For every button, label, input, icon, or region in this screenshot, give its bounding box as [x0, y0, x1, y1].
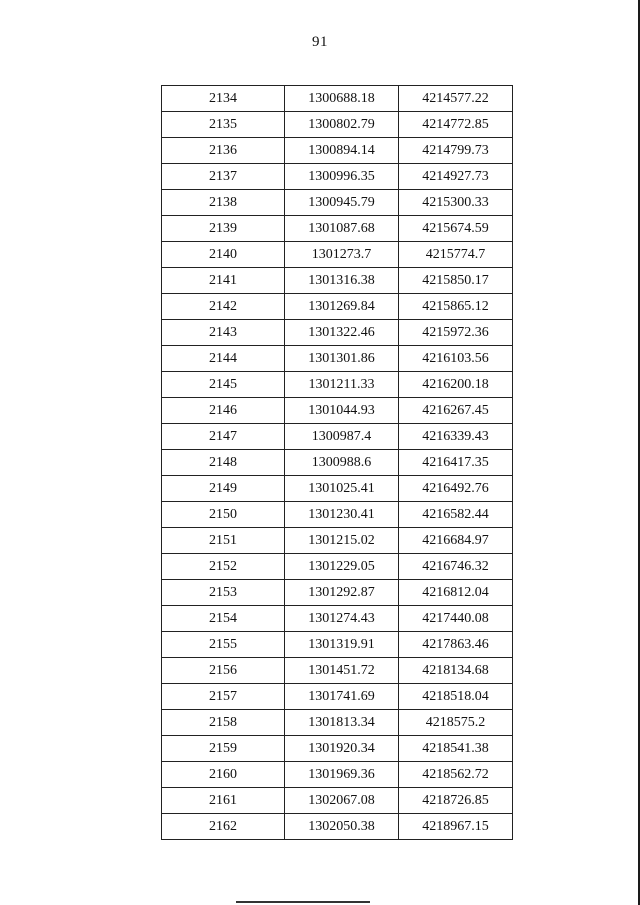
table-row — [162, 658, 513, 684]
table-row — [162, 112, 513, 138]
point-number-cell: 2136 — [162, 138, 285, 164]
x-coordinate-cell: 1301969.36 — [285, 762, 399, 788]
table-row — [162, 86, 513, 112]
point-number-cell: 2162 — [162, 814, 285, 840]
y-coordinate-cell: 4214577.22 — [399, 86, 513, 112]
y-coordinate-cell: 4218134.68 — [399, 658, 513, 684]
table-row — [162, 580, 513, 606]
table-row — [162, 372, 513, 398]
table-row — [162, 476, 513, 502]
table-row — [162, 450, 513, 476]
x-coordinate-cell: 1301211.33 — [285, 372, 399, 398]
table-row — [162, 814, 513, 840]
x-coordinate-cell: 1301025.41 — [285, 476, 399, 502]
x-coordinate-cell: 1301920.34 — [285, 736, 399, 762]
y-coordinate-cell: 4214799.73 — [399, 138, 513, 164]
table-row — [162, 632, 513, 658]
point-number-cell: 2138 — [162, 190, 285, 216]
point-number-cell: 2151 — [162, 528, 285, 554]
y-coordinate-cell: 4214772.85 — [399, 112, 513, 138]
y-coordinate-cell: 4218541.38 — [399, 736, 513, 762]
x-coordinate-cell: 1301292.87 — [285, 580, 399, 606]
x-coordinate-cell: 1300945.79 — [285, 190, 399, 216]
y-coordinate-cell: 4215850.17 — [399, 268, 513, 294]
table-row — [162, 736, 513, 762]
point-number-cell: 2139 — [162, 216, 285, 242]
x-coordinate-cell: 1301215.02 — [285, 528, 399, 554]
table-row — [162, 216, 513, 242]
y-coordinate-cell: 4216417.35 — [399, 450, 513, 476]
x-coordinate-cell: 1301230.41 — [285, 502, 399, 528]
table-row — [162, 788, 513, 814]
y-coordinate-cell: 4216582.44 — [399, 502, 513, 528]
point-number-cell: 2150 — [162, 502, 285, 528]
point-number-cell: 2161 — [162, 788, 285, 814]
point-number-cell: 2142 — [162, 294, 285, 320]
x-coordinate-cell: 1301316.38 — [285, 268, 399, 294]
x-coordinate-cell: 1300688.18 — [285, 86, 399, 112]
y-coordinate-cell: 4216200.18 — [399, 372, 513, 398]
coordinates-table-body — [162, 86, 513, 840]
x-coordinate-cell: 1300988.6 — [285, 450, 399, 476]
y-coordinate-cell: 4218518.04 — [399, 684, 513, 710]
x-coordinate-cell: 1301319.91 — [285, 632, 399, 658]
table-row — [162, 346, 513, 372]
x-coordinate-cell: 1300894.14 — [285, 138, 399, 164]
point-number-cell: 2154 — [162, 606, 285, 632]
point-number-cell: 2134 — [162, 86, 285, 112]
y-coordinate-cell: 4216267.45 — [399, 398, 513, 424]
table-row — [162, 424, 513, 450]
y-coordinate-cell: 4215300.33 — [399, 190, 513, 216]
table-row — [162, 294, 513, 320]
y-coordinate-cell: 4218967.15 — [399, 814, 513, 840]
y-coordinate-cell: 4216684.97 — [399, 528, 513, 554]
point-number-cell: 2144 — [162, 346, 285, 372]
x-coordinate-cell: 1301322.46 — [285, 320, 399, 346]
table-row — [162, 554, 513, 580]
point-number-cell: 2148 — [162, 450, 285, 476]
x-coordinate-cell: 1301269.84 — [285, 294, 399, 320]
point-number-cell: 2153 — [162, 580, 285, 606]
y-coordinate-cell: 4217440.08 — [399, 606, 513, 632]
table-row — [162, 684, 513, 710]
x-coordinate-cell: 1302067.08 — [285, 788, 399, 814]
x-coordinate-cell: 1301301.86 — [285, 346, 399, 372]
x-coordinate-cell: 1300987.4 — [285, 424, 399, 450]
point-number-cell: 2137 — [162, 164, 285, 190]
point-number-cell: 2152 — [162, 554, 285, 580]
y-coordinate-cell: 4218726.85 — [399, 788, 513, 814]
point-number-cell: 2145 — [162, 372, 285, 398]
table-row — [162, 268, 513, 294]
table-row — [162, 242, 513, 268]
table-row — [162, 528, 513, 554]
x-coordinate-cell: 1301273.7 — [285, 242, 399, 268]
point-number-cell: 2141 — [162, 268, 285, 294]
point-number-cell: 2159 — [162, 736, 285, 762]
table-row — [162, 190, 513, 216]
table-row — [162, 164, 513, 190]
point-number-cell: 2143 — [162, 320, 285, 346]
y-coordinate-cell: 4215865.12 — [399, 294, 513, 320]
y-coordinate-cell: 4216492.76 — [399, 476, 513, 502]
y-coordinate-cell: 4215774.7 — [399, 242, 513, 268]
y-coordinate-cell: 4217863.46 — [399, 632, 513, 658]
y-coordinate-cell: 4216103.56 — [399, 346, 513, 372]
scan-edge-bottom — [236, 901, 370, 903]
y-coordinate-cell: 4216339.43 — [399, 424, 513, 450]
x-coordinate-cell: 1301813.34 — [285, 710, 399, 736]
x-coordinate-cell: 1301229.05 — [285, 554, 399, 580]
point-number-cell: 2149 — [162, 476, 285, 502]
point-number-cell: 2140 — [162, 242, 285, 268]
x-coordinate-cell: 1301274.43 — [285, 606, 399, 632]
table-row — [162, 398, 513, 424]
y-coordinate-cell: 4218575.2 — [399, 710, 513, 736]
table-row — [162, 320, 513, 346]
y-coordinate-cell: 4216812.04 — [399, 580, 513, 606]
page-number: 91 — [312, 34, 328, 50]
x-coordinate-cell: 1300996.35 — [285, 164, 399, 190]
table-row — [162, 762, 513, 788]
y-coordinate-cell: 4215972.36 — [399, 320, 513, 346]
table-row — [162, 138, 513, 164]
point-number-cell: 2135 — [162, 112, 285, 138]
y-coordinate-cell: 4218562.72 — [399, 762, 513, 788]
point-number-cell: 2156 — [162, 658, 285, 684]
table-row — [162, 606, 513, 632]
point-number-cell: 2146 — [162, 398, 285, 424]
point-number-cell: 2147 — [162, 424, 285, 450]
x-coordinate-cell: 1301451.72 — [285, 658, 399, 684]
x-coordinate-cell: 1301044.93 — [285, 398, 399, 424]
y-coordinate-cell: 4215674.59 — [399, 216, 513, 242]
table-row — [162, 710, 513, 736]
point-number-cell: 2160 — [162, 762, 285, 788]
point-number-cell: 2157 — [162, 684, 285, 710]
y-coordinate-cell: 4214927.73 — [399, 164, 513, 190]
y-coordinate-cell: 4216746.32 — [399, 554, 513, 580]
point-number-cell: 2155 — [162, 632, 285, 658]
x-coordinate-cell: 1301741.69 — [285, 684, 399, 710]
x-coordinate-cell: 1302050.38 — [285, 814, 399, 840]
table-row — [162, 502, 513, 528]
x-coordinate-cell: 1301087.68 — [285, 216, 399, 242]
coordinates-table — [161, 85, 513, 840]
point-number-cell: 2158 — [162, 710, 285, 736]
x-coordinate-cell: 1300802.79 — [285, 112, 399, 138]
